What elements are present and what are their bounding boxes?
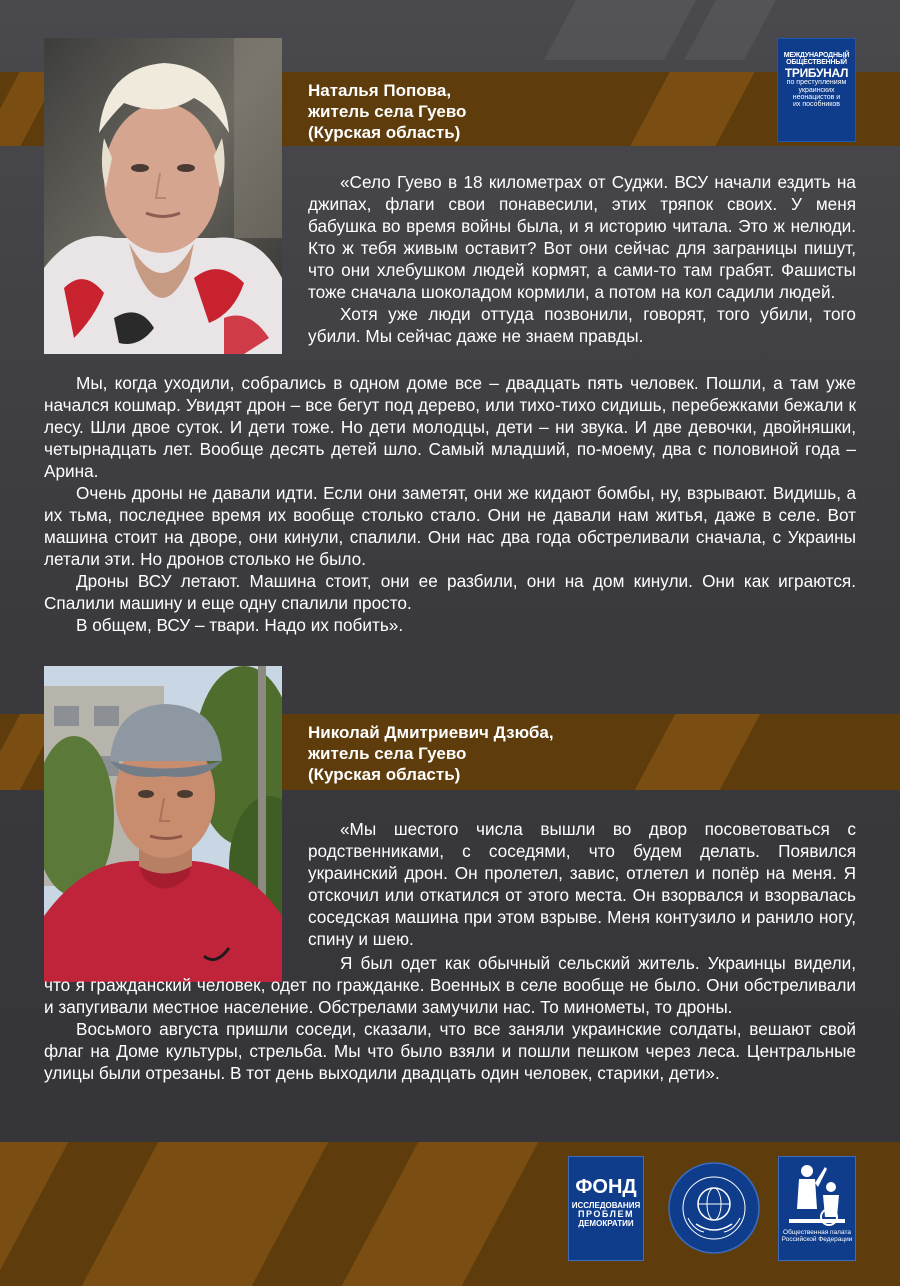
testimony-paragraph: Дроны ВСУ летают. Машина стоит, они ее разбили, они на дом кинули. Они как играются. Спалили машину и еще одну спалили просто. bbox=[44, 571, 856, 613]
tribunal-logo bbox=[777, 38, 856, 142]
testimony-paragraph: В общем, ВСУ – твари. Надо их побить». bbox=[76, 615, 404, 635]
tribunal-logo-line: их пособников bbox=[792, 101, 841, 109]
testimony-popova-side bbox=[308, 171, 856, 347]
testimony-popova-full bbox=[44, 372, 856, 636]
person-region: (Курская область) bbox=[308, 123, 461, 142]
portrait-photo-dzyuba bbox=[44, 666, 282, 982]
person-region: (Курская область) bbox=[308, 765, 461, 784]
footer-band bbox=[0, 1142, 900, 1286]
testimony-paragraph: Восьмого августа пришли соседи, сказали, что все заняли украинские солдаты, вешают свой флаг на Доме культуры, стрельба. Мы что было взяли и пошли пешком через леса. Центральные улицы были отрезаны. В тот день выходили двадцать один человек, старики, дети». bbox=[44, 1019, 856, 1083]
person-name: Наталья Попова, bbox=[308, 81, 452, 100]
person-residence: житель села Гуево bbox=[308, 102, 467, 121]
testimony-paragraph: Очень дроны не давали идти. Если они заметят, они же кидают бомбы, ну, взрывают. Видишь, а их тьма, последнее время их вообще столько стало. Они не давали нам житья, даже в селе. Вот машина стоит на дворе, они кинули, спалили. Они нас два года обстреливали сначала, с Украины летали эти. Но дронов столько не было. bbox=[44, 483, 856, 569]
testimony-dzyuba-full bbox=[44, 952, 856, 1084]
testimony-paragraph: «Село Гуево в 18 километрах от Суджи. ВСУ начали ездить на джипах, флаги свои понавесили, этих тряпок своих. У меня бабушка во время войны была, и я историю читала. Это ж нелюди. Кто ж тебя живым оставит? Вот они сейчас для заграницы пишут, что они хлебушком людей кормят, а сами-то там грабят. Фашисты тоже сначала шоколадом кормили, а потом на кол садили людей. bbox=[308, 172, 856, 302]
testimony-dzyuba-side bbox=[308, 818, 856, 950]
testimony-paragraph: «Мы шестого числа вышли во двор посоветоваться с родственниками, с соседями, что будем делать. Появился украинский дрон. Он пролетел, завис, отлетел и попёр на меня. Я отскочил или откатился от этого места. Он взорвался и взорвалась соседская машина при этом взрыве. Меня контузило и ранило ногу, спину и шею. bbox=[308, 819, 856, 949]
tribunal-logo-line: ОБЩЕСТВЕННЫЙ bbox=[786, 59, 847, 67]
testimony-paragraph: Хотя уже люди оттуда позвонили, говорят, того убили, того убили. Мы сейчас даже не знаем правды. bbox=[308, 304, 856, 346]
compatriots-fund-emblem bbox=[668, 1158, 760, 1258]
fund-logo-line: ИССЛЕДОВАНИЯ bbox=[571, 1201, 641, 1210]
person-residence: житель села Гуево bbox=[308, 744, 467, 763]
tribunal-logo-line: МЕЖДУНАРОДНЫЙ bbox=[783, 52, 850, 59]
public-chamber-logo bbox=[778, 1156, 856, 1261]
fund-logo bbox=[568, 1156, 644, 1261]
tribunal-logo-line: по преступлениям bbox=[786, 79, 847, 87]
chamber-logo-line: Общественная палата bbox=[783, 1229, 851, 1236]
fund-logo-line: ФОНД bbox=[575, 1176, 637, 1198]
background-stripe bbox=[544, 0, 696, 60]
caption-dzyuba bbox=[308, 722, 554, 785]
caption-popova bbox=[308, 80, 466, 143]
testimony-paragraph: Я был одет как обычный сельский житель. Украинцы видели, что я гражданский человек, одет по гражданке. Военных в селе вообще не было. Они обстреливали и запугивали местное население. Обстрелами замучили нас. То минометы, то дроны. bbox=[44, 953, 856, 1017]
tribunal-logo-line: ТРИБУНАЛ bbox=[784, 65, 849, 80]
portrait-photo-popova bbox=[44, 38, 282, 354]
chamber-logo-line: Российской Федерации bbox=[781, 1236, 853, 1244]
tribunal-logo-line: украинских bbox=[798, 86, 835, 94]
background-stripe bbox=[684, 0, 776, 60]
tribunal-logo-line: неонацистов и bbox=[792, 93, 841, 101]
fund-logo-line: ПРОБЛЕМ bbox=[578, 1209, 634, 1220]
testimony-paragraph: Мы, когда уходили, собрались в одном доме все – двадцать пять человек. Пошли, а там уже начался кошмар. Увидят дрон – все бегут под дерево, или тихо-тихо сидишь, перебежками бежали к лесу. Шли двое суток. И дети тоже. Но дети молодцы, дети – ни звука. И две девочки, двойняшки, четырнадцать лет. Вообще десять детей шло. Самый младший, по-моему, два с половиной года – Арина. bbox=[44, 373, 856, 481]
person-name: Николай Дмитриевич Дзюба, bbox=[308, 723, 554, 742]
fund-logo-line: ДЕМОКРАТИИ bbox=[578, 1218, 634, 1228]
